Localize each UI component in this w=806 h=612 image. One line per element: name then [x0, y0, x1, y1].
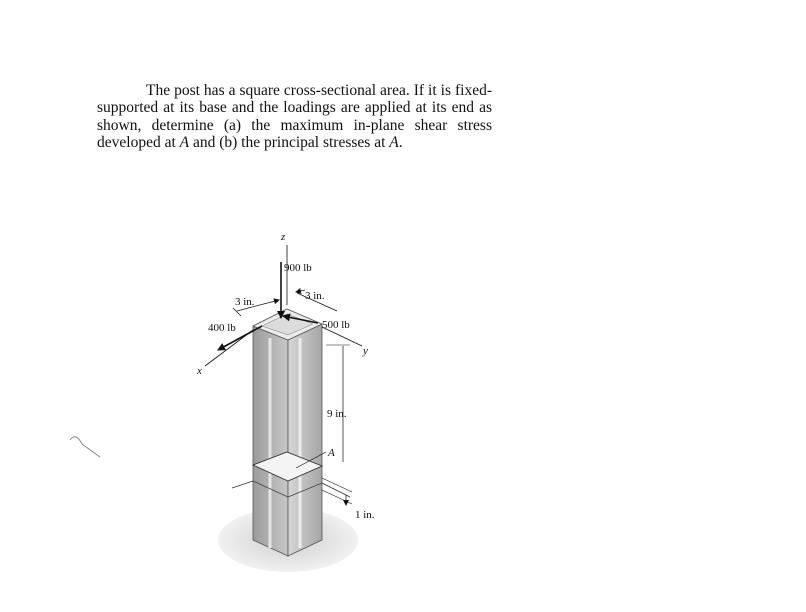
section-line-right [322, 483, 350, 497]
problem-text-3: . [398, 134, 403, 152]
point-a-label: A [328, 447, 335, 459]
dim-3in-right-label: 3 in. [305, 290, 325, 302]
point-a-ref-1: A [179, 134, 190, 152]
dim-1in-line-b [322, 490, 352, 504]
load-900-label: 900 lb [284, 262, 312, 274]
dim-3in-left-tick [233, 308, 241, 316]
load-500-label: 500 lb [322, 319, 350, 331]
axis-x-label: x [197, 365, 202, 377]
axis-z-label: z [281, 231, 286, 243]
dim-3in-left-label: 3 in. [235, 296, 255, 308]
dim-1in-label: 1 in. [355, 509, 375, 521]
scan-mark [70, 437, 100, 457]
dim-9in-label: 9 in. [327, 408, 347, 420]
axis-y-label: y [363, 345, 368, 357]
point-a-ref-2: A [389, 134, 399, 152]
dim-3in-right-arrow [296, 290, 305, 292]
load-400-label: 400 lb [208, 322, 236, 334]
problem-text-1: The post has a square cross-sectional area. If it is fixed-supported at its base and the loadings are applied at its end as shown, determine (a) the maximum in-plane shear stress developed at [97, 82, 492, 152]
post-right-face [288, 324, 322, 556]
problem-text-2: and (b) the principal stresses at [189, 134, 390, 152]
section-line-left [232, 481, 253, 488]
